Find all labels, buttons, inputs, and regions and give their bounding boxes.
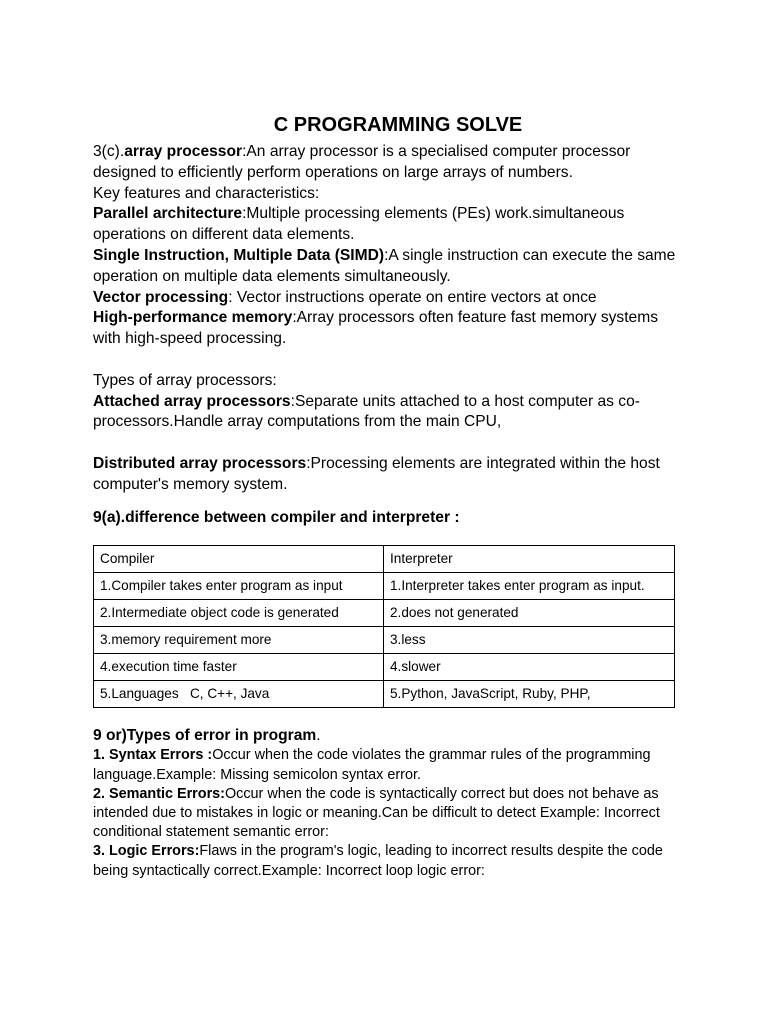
- table-cell: 2.does not generated: [384, 600, 675, 627]
- types-heading: Types of array processors:: [93, 371, 277, 389]
- table-cell: 5.Languages C, C++, Java: [94, 681, 384, 708]
- error-heading-text: 9 or)Types of error in program: [93, 727, 317, 745]
- table-row: [94, 573, 675, 600]
- intro-term: array processor: [124, 143, 243, 160]
- feature-text: : Vector instructions operate on entire vectors at once: [228, 288, 597, 306]
- table-row: [94, 600, 675, 627]
- table-row: [94, 681, 675, 708]
- table-cell: 2.Intermediate object code is generated: [94, 600, 384, 627]
- type-term: Distributed array processors: [93, 454, 307, 472]
- error-types-section: [93, 725, 683, 880]
- table-cell: 3.less: [384, 627, 675, 654]
- type-term: Attached array processors: [93, 392, 291, 410]
- table-row: [94, 654, 675, 681]
- intro-text: :An array processor is a specialised computer processor designed to efficiently perform operations on large arrays of numbers.: [93, 143, 631, 181]
- feature-item: [93, 308, 683, 350]
- comparison-heading: 9(a).difference between compiler and interpreter :: [93, 508, 460, 526]
- table-header-cell: Compiler: [94, 546, 384, 573]
- type-text: :Processing elements are integrated within the host computer's memory system.: [93, 454, 660, 493]
- feature-term: Vector processing: [93, 288, 229, 306]
- array-processor-section: [93, 142, 683, 496]
- feature-text: :Multiple processing elements (PEs) work.simultaneous operations on different data elements.: [93, 205, 625, 244]
- error-term: 1. Syntax Errors :: [93, 747, 213, 764]
- intro-paragraph: [93, 142, 683, 184]
- feature-item: [93, 288, 683, 309]
- table-cell: 1.Compiler takes enter program as input: [94, 573, 384, 600]
- table-header-row: [94, 546, 675, 573]
- error-item: [93, 746, 683, 784]
- error-types-heading: [93, 725, 683, 746]
- type-text: :Separate units attached to a host computer as co-processors.Handle array computations from the main CPU,: [93, 392, 640, 431]
- error-term: 3. Logic Errors:: [93, 843, 200, 860]
- type-item: [93, 454, 683, 496]
- table-cell: 1.Interpreter takes enter program as input.: [384, 573, 675, 600]
- error-text: Flaws in the program's logic, leading to incorrect results despite the code being syntactically correct.Example: Incorrect loop logic error:: [93, 843, 663, 879]
- table-row: [94, 627, 675, 654]
- feature-item: [93, 246, 683, 288]
- document-title: C PROGRAMMING SOLVE: [273, 114, 523, 136]
- error-heading-suffix: .: [316, 727, 321, 745]
- table-cell: 3.memory requirement more: [94, 627, 384, 654]
- blank-line: [93, 350, 683, 371]
- error-text: Occur when the code is syntactically correct but does not behave as intended due to mistakes in logic or meaning.Can be difficult to detect Example: Incorrect conditional statement semantic error:: [93, 785, 660, 841]
- feature-text: :Array processors often feature fast memory systems with high-speed processing.: [93, 309, 659, 348]
- feature-term: Single Instruction, Multiple Data (SIMD): [93, 246, 385, 264]
- intro-label: 3(c).: [93, 143, 125, 160]
- type-item: [93, 392, 683, 434]
- error-term: 2. Semantic Errors:: [93, 785, 225, 802]
- table-cell: 4.slower: [384, 654, 675, 681]
- error-item: [93, 842, 683, 880]
- error-item: [93, 785, 683, 843]
- document-page: [93, 108, 683, 881]
- error-text: Occur when the code violates the grammar rules of the programming language.Example: Missing semicolon syntax error.: [93, 747, 651, 783]
- feature-item: [93, 204, 683, 246]
- features-heading: Key features and characteristics:: [93, 184, 320, 202]
- table-header-cell: Interpreter: [384, 546, 675, 573]
- comparison-table: [93, 545, 675, 708]
- table-cell: 4.execution time faster: [94, 654, 384, 681]
- feature-term: Parallel architecture: [93, 205, 243, 223]
- feature-term: High-performance memory: [93, 309, 293, 327]
- blank-line: [93, 433, 683, 454]
- table-cell: 5.Python, JavaScript, Ruby, PHP,: [384, 681, 675, 708]
- feature-text: :A single instruction can execute the same operation on multiple data elements simultaneously.: [93, 246, 676, 285]
